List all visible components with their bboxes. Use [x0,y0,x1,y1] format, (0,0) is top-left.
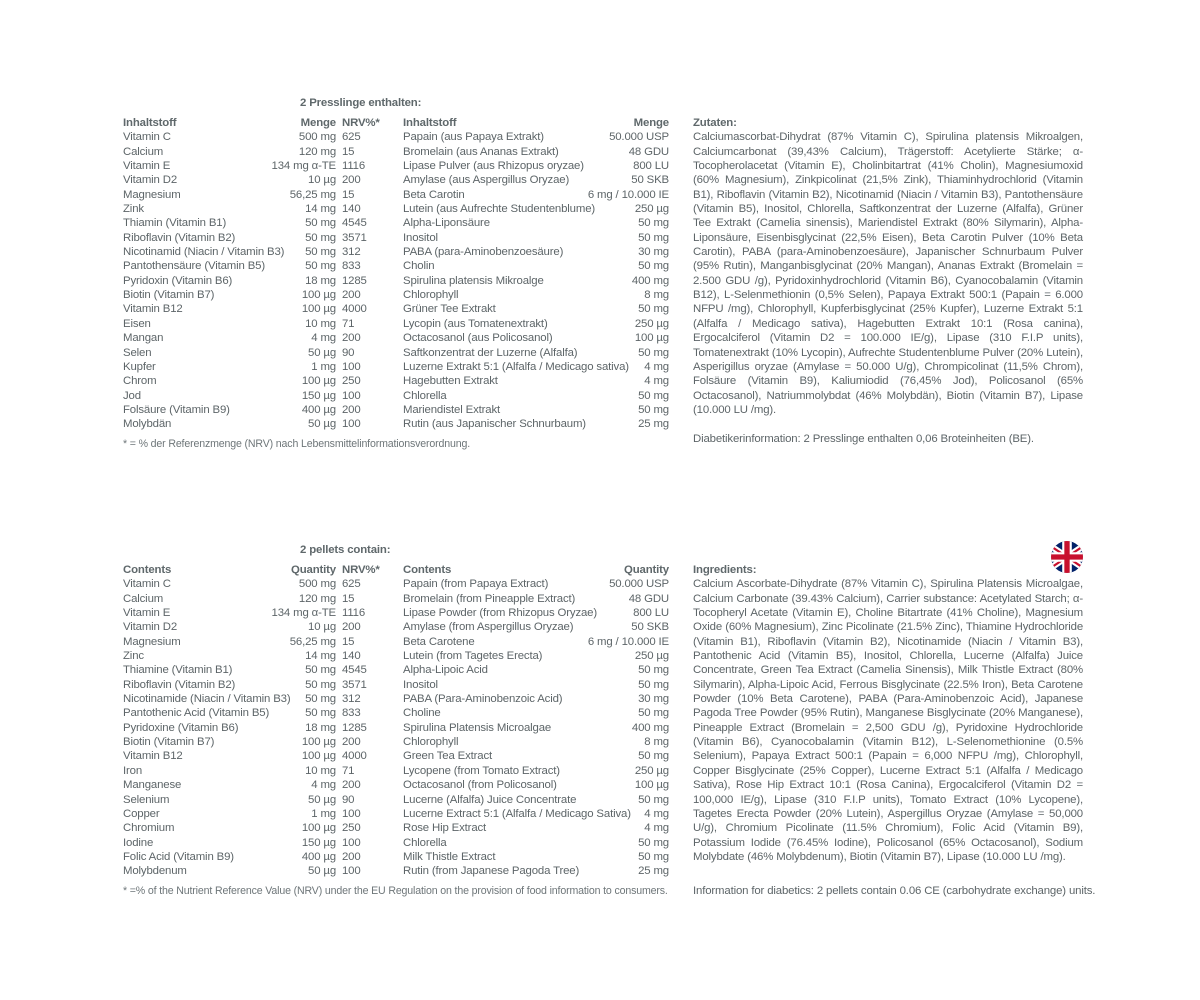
nutrient-quantity: 10 mg [305,764,336,777]
table-row [123,288,669,302]
nutrient-nrv: 625 [342,131,361,144]
additive-quantity: 50 mg [638,850,669,863]
column-header-quantity-2: Quantity [624,564,669,576]
nutrient-quantity: 500 mg [298,578,336,591]
nutrient-name: Nicotinamid (Niacin / Vitamin B3) [123,246,285,259]
nutrient-nrv: 90 [342,346,355,359]
nutrient-nrv: 833 [342,260,361,273]
nutrient-quantity: 50 mg [305,217,336,230]
nutrient-name: Pantothensäure (Vitamin B5) [123,260,266,273]
nutrient-quantity: 50 µg [308,865,336,878]
table-row [123,807,669,821]
table-row [123,749,669,763]
additive-quantity: 30 mg [638,246,669,259]
nutrient-name: Riboflavin (Vitamin B2) [123,231,236,244]
nutrient-name: Biotin (Vitamin B7) [123,736,215,749]
nutrient-nrv: 200 [342,779,361,792]
nutrient-quantity: 100 µg [301,822,336,835]
table-row [123,302,669,316]
nutrient-nrv: 3571 [342,678,367,691]
additive-name: Octacosanol (aus Policosanol) [403,332,553,345]
table-row [123,231,669,245]
additive-quantity: 50 mg [638,836,669,849]
additive-quantity: 50 mg [638,664,669,677]
table-row [123,706,669,720]
section-heading: 2 pellets contain: [300,544,391,556]
table-row [123,649,669,663]
additive-name: Chlorella [403,836,447,849]
additive-name: Alpha-Liponsäure [403,217,490,230]
nutrient-nrv: 200 [342,403,361,416]
nutrient-name: Chromium [123,822,175,835]
table-row [123,374,669,388]
table-row [123,635,669,649]
additive-quantity: 50 mg [638,260,669,273]
additive-quantity: 50.000 USP [609,578,669,591]
additive-quantity: 30 mg [638,693,669,706]
nutrient-nrv: 15 [342,635,355,648]
nutrient-name: Magnesium [123,635,181,648]
nutrient-quantity: 100 µg [301,289,336,302]
table-row [123,331,669,345]
nutrient-quantity: 1 mg [311,360,336,373]
additive-quantity: 400 mg [631,721,669,734]
table-row [123,692,669,706]
nutrient-name: Kupfer [123,360,156,373]
additive-quantity: 25 mg [638,865,669,878]
additive-quantity: 6 mg / 10.000 IE [587,188,669,201]
nutrient-nrv: 200 [342,850,361,863]
table-row [123,173,669,187]
additive-name: Lipase Powder (from Rhizopus Oryzae) [403,607,598,620]
additive-name: Choline [403,707,441,720]
nutrient-quantity: 4 mg [311,779,336,792]
ingredients-block [693,563,1083,864]
additive-name: Inositol [403,678,438,691]
table-row [123,592,669,606]
table-row [123,360,669,374]
nutrient-nrv: 200 [342,736,361,749]
nutrient-name: Calcium [123,592,164,605]
nutrient-quantity: 10 µg [308,174,336,187]
ingredients-block [693,116,1083,417]
nutrient-quantity: 1 mg [311,807,336,820]
nutrient-quantity: 50 mg [305,664,336,677]
nutrient-quantity: 50 mg [305,260,336,273]
column-header-name: Inhaltstoff [123,117,177,129]
nutrient-name: Manganese [123,779,182,792]
nutrient-name: Vitamin B12 [123,750,183,763]
nutrient-quantity: 10 µg [308,621,336,634]
nutrient-name: Copper [123,807,160,820]
additive-name: PABA (Para-Aminobenzoic Acid) [403,693,563,706]
table-row [123,864,669,878]
additive-name: Rose Hip Extract [403,822,487,835]
nutrient-name: Vitamin E [123,160,171,173]
additive-name: Bromelain (aus Ananas Extrakt) [403,145,559,158]
nutrient-quantity: 100 µg [301,303,336,316]
nutrient-quantity: 18 mg [305,721,336,734]
additive-name: Beta Carotene [403,635,475,648]
table-row [123,577,669,591]
nutrient-name: Pantothenic Acid (Vitamin B5) [123,707,270,720]
nutrient-nrv: 4000 [342,303,367,316]
nutrient-nrv: 4545 [342,217,367,230]
nutrient-nrv: 312 [342,693,361,706]
additive-name: Amylase (from Aspergillus Oryzae) [403,621,574,634]
additive-quantity: 4 mg [644,807,669,820]
nutrient-name: Riboflavin (Vitamin B2) [123,678,236,691]
additive-name: Saftkonzentrat der Luzerne (Alfalfa) [403,346,578,359]
nutrient-nrv: 4000 [342,750,367,763]
nutrient-name: Folic Acid (Vitamin B9) [123,850,234,863]
nutrient-name: Thiamine (Vitamin B1) [123,664,233,677]
nutrient-name: Eisen [123,317,151,330]
nutrient-name: Selenium [123,793,170,806]
nutrient-nrv: 140 [342,650,361,663]
additive-name: Inositol [403,231,438,244]
nutrient-nrv: 1285 [342,721,367,734]
table-row [123,721,669,735]
nutrient-name: Zinc [123,650,144,663]
table-row [123,678,669,692]
nutrient-nrv: 250 [342,822,361,835]
nutrient-quantity: 50 µg [308,793,336,806]
table-row [123,793,669,807]
nutrient-name: Nicotinamide (Niacin / Vitamin B3) [123,693,291,706]
nutrient-name: Iron [123,764,143,777]
additive-name: Spirulina Platensis Microalgae [403,721,552,734]
nutrient-nrv: 200 [342,332,361,345]
nutrient-name: Biotin (Vitamin B7) [123,289,215,302]
nutrient-nrv: 1116 [342,607,366,620]
nutrient-name: Calcium [123,145,164,158]
nutrient-quantity: 50 mg [305,707,336,720]
additive-name: Lutein (from Tagetes Erecta) [403,650,543,663]
nutrient-quantity: 500 mg [298,131,336,144]
table-header [123,116,669,130]
column-header-nrv: NRV%* [342,117,380,129]
table-row [123,245,669,259]
table-row [123,764,669,778]
nutrient-name: Vitamin E [123,607,171,620]
nutrient-nrv: 71 [342,317,355,330]
additive-name: Lutein (aus Aufrechte Studentenblume) [403,203,596,216]
additive-name: Cholin [403,260,435,273]
additive-quantity: 400 mg [631,274,669,287]
additive-name: Chlorophyll [403,736,459,749]
nutrient-quantity: 4 mg [311,332,336,345]
additive-quantity: 4 mg [644,375,669,388]
additive-quantity: 250 µg [634,650,669,663]
nutrient-nrv: 200 [342,621,361,634]
additive-quantity: 250 µg [634,317,669,330]
footnote: * =% of the Nutrient Reference Value (NRV) under the EU Regulation on the provision of food information to consumers. [123,885,668,897]
additive-name: Lipase Pulver (aus Rhizopus oryzae) [403,160,584,173]
nutrient-nrv: 100 [342,836,361,849]
nutrient-name: Vitamin C [123,578,171,591]
additive-quantity: 8 mg [644,736,669,749]
table-row [123,417,669,431]
table-row [123,130,669,144]
additive-quantity: 50.000 USP [609,131,669,144]
additive-quantity: 48 GDU [628,145,669,158]
table-row [123,216,669,230]
nutrient-nrv: 90 [342,793,355,806]
additive-name: Chlorophyll [403,289,459,302]
additive-quantity: 800 LU [633,607,669,620]
table-row [123,606,669,620]
nutrient-quantity: 134 mg α-TE [271,607,336,620]
nutrition-table [123,116,669,432]
additive-quantity: 50 mg [638,678,669,691]
additive-quantity: 800 LU [633,160,669,173]
nutrient-name: Folsäure (Vitamin B9) [123,403,230,416]
nutrient-quantity: 14 mg [305,203,336,216]
nutrient-name: Mangan [123,332,164,345]
nutrient-quantity: 10 mg [305,317,336,330]
additive-name: Mariendistel Extrakt [403,403,501,416]
table-row [123,663,669,677]
nutrient-name: Molybdän [123,418,172,431]
section-heading: 2 Presslinge enthalten: [300,97,422,109]
nutrient-quantity: 14 mg [305,650,336,663]
nutrient-quantity: 100 µg [301,750,336,763]
nutrient-nrv: 140 [342,203,361,216]
nutrient-quantity: 56,25 mg [289,188,336,201]
additive-quantity: 50 mg [638,389,669,402]
nutrient-nrv: 250 [342,375,361,388]
additive-name: Green Tea Extract [403,750,493,763]
nutrient-nrv: 1285 [342,274,367,287]
nutrient-nrv: 15 [342,145,355,158]
table-header [123,563,669,577]
table-row [123,778,669,792]
column-header-nrv: NRV%* [342,564,380,576]
nutrient-name: Vitamin B12 [123,303,183,316]
nutrient-nrv: 4545 [342,664,367,677]
nutrient-name: Zink [123,203,144,216]
additive-name: Beta Carotin [403,188,465,201]
nutrient-name: Thiamin (Vitamin B1) [123,217,227,230]
additive-name: Spirulina platensis Mikroalge [403,274,544,287]
nutrient-name: Vitamin C [123,131,171,144]
nutrient-nrv: 625 [342,578,361,591]
additive-quantity: 8 mg [644,289,669,302]
table-row [123,159,669,173]
additive-name: Papain (aus Papaya Extrakt) [403,131,544,144]
additive-name: Lucerne Extract 5:1 (Alfalfa / Medicago Sativa) [403,807,631,820]
nutrient-nrv: 100 [342,807,361,820]
additive-name: Lucerne (Alfalfa) Juice Concentrate [403,793,577,806]
table-row [123,620,669,634]
additive-quantity: 50 mg [638,231,669,244]
nutrient-name: Pyridoxine (Vitamin B6) [123,721,239,734]
additive-quantity: 6 mg / 10.000 IE [587,635,669,648]
additive-name: Chlorella [403,389,447,402]
nutrient-nrv: 1116 [342,160,366,173]
additive-name: Alpha-Lipoic Acid [403,664,488,677]
nutrient-quantity: 50 mg [305,693,336,706]
table-row [123,403,669,417]
diabetic-info: Information for diabetics: 2 pellets contain 0.06 CE (carbohydrate exchange) units. [693,885,1096,897]
nutrient-nrv: 71 [342,764,355,777]
nutrient-name: Chrom [123,375,157,388]
additive-quantity: 50 mg [638,403,669,416]
nutrient-quantity: 120 mg [298,592,336,605]
additive-name: Octacosanol (from Policosanol) [403,779,557,792]
nutrient-name: Vitamin D2 [123,621,178,634]
footnote: * = % der Referenzmenge (NRV) nach Lebensmittelinformationsverordnung. [123,438,471,450]
nutrient-name: Vitamin D2 [123,174,178,187]
nutrient-nrv: 100 [342,360,361,373]
nutrient-name: Jod [123,389,141,402]
additive-quantity: 100 µg [634,779,669,792]
nutrient-name: Iodine [123,836,154,849]
ingredients-text: Calciumascorbat-Dihydrat (87% Vitamin C), Spirulina platensis Mikroalgen, Calciumcarbonat (39,43% Calcium), Trägerstoff: Acetylierte Stärke; α-Tocopherolacetat (Vitamin E), Cholinbitartrat (41% Cholin), Magnesiumoxid (60% Magnesium), Zinkpicolinat (21,5% Zink), Thiaminhydrochlorid (Vitamin B1), Riboflavin (Vitamin B2), Nicotinamid (Niacin / Vitamin B3), Pantothensäure (Vitamin B5), Inositol, Chlorella, Saftkonzentrat der Luzerne (Alfalfa), Grüner Tee Extrakt (Camelia sinensis), Mariendistel Extrakt (80% Silymarin), Alpha-Liponsäure, Eisenbisglycinat (22,5% Eisen), Beta Carotin Pulver (10% Beta Carotin), PABA (para-Aminobenzoesäure), Japanischer Schnurbaum Pulver (95% Rutin), Manganbisglycinat (20% Mangan), Ananas Extrakt (Bromelain = 2.500 GDU /g), Pyridoxinhydrochlorid (Vitamin B6), Cyanocobalamin (Vitamin B12), L-Selenmethionin (0,5% Selen), Papaya Extrakt 500:1 (Papain = 6.000 NFPU /mg), Chlorophyll, Kupferbisglycinat (25% Kupfer), Luzerne Extrakt 5:1 (Alfalfa / Medicago sativa), Hagebutten Extrakt 10:1 (Rosa canina), Ergocalciferol (Vitamin D2 = 100.000 IE/g), Lipase (310 F.I.P units), Tomatenextrakt (10% Lycopin), Aufrechte Studentenblume Pulver (20% Lutein), Asperigillus oryzae (Amylase = 50.000 U/g), Chrompicolinat (11,5% Chrom), Folsäure (Vitamin B9), Kaliumiodid (76,45% Jod), Policosanol (65% Octacosanol), Natriummolybdat (46% Molybdän), Biotin (Vitamin B7), Lipase (10.000 LU /mg). [693,131,1083,416]
column-header-name-2: Contents [403,564,452,576]
column-header-name-2: Inhaltstoff [403,117,457,129]
additive-quantity: 50 mg [638,303,669,316]
nutrient-name: Pyridoxin (Vitamin B6) [123,274,233,287]
ingredients-title: Zutaten: [693,117,737,129]
nutrient-quantity: 50 mg [305,246,336,259]
additive-name: Luzerne Extrakt 5:1 (Alfalfa / Medicago sativa) [403,360,629,373]
diabetic-info: Diabetikerinformation: 2 Presslinge enthalten 0,06 Broteinheiten (BE). [693,433,1034,445]
additive-name: Amylase (aus Aspergillus Oryzae) [403,174,570,187]
nutrient-name: Molybdenum [123,865,187,878]
nutrient-name: Selen [123,346,152,359]
table-row [123,836,669,850]
table-row [123,188,669,202]
nutrient-quantity: 150 µg [301,389,336,402]
nutrient-nrv: 200 [342,174,361,187]
additive-quantity: 4 mg [644,822,669,835]
nutrient-quantity: 50 mg [305,231,336,244]
additive-name: Lycopene (from Tomato Extract) [403,764,560,777]
nutrient-name: Magnesium [123,188,181,201]
additive-quantity: 100 µg [634,332,669,345]
nutrient-quantity: 400 µg [301,403,336,416]
additive-quantity: 50 mg [638,793,669,806]
nutrient-quantity: 100 µg [301,736,336,749]
nutrition-table [123,563,669,879]
additive-quantity: 50 SKB [631,174,669,187]
table-row [123,346,669,360]
ingredients-text: Calcium Ascorbate-Dihydrate (87% Vitamin C), Spirulina Platensis Microalgae, Calcium Carbonate (39.43% Calcium), Carrier substance: Acetylated Starch; α-Tocopheryl Acetate (Vitamin E), Choline Bitartrate (41% Choline), Magnesium Oxide (60% Magnesium), Zinc Picolinate (21.5% Zinc), Thiamine Hydrochloride (Vitamin B1), Riboflavin (Vitamin B2), Nicotinamide (Niacin / Vitamin B3), Pantothenic Acid (Vitamin B5), Inositol, Chlorella, Lucerne (Alfalfa) Juice Concentrate, Green Tea Extract (Camelia Sinensis), Milk Thistle Extract (80% Silymarin), Alpha-Lipoic Acid, Ferrous Bisglycinate (22.5% Iron), Beta Carotene Powder (10% Beta Carotene), PABA (Para-Aminobenzoic Acid), Japanese Pagoda Tree Powder (95% Rutin), Manganese Bisglycinate (20% Manganese), Pineapple Extract (Bromelain = 2,500 GDU /g), Pyridoxine Hydrochloride (Vitamin B6), Cyanocobalamin (Vitamin B12), L-Selenomethionine (0.5% Selenium), Papaya Extract 500:1 (Papain = 6,000 NFPU /mg), Chlorophyll, Copper Bisglycinate (25% Copper), Lucerne Extract 5:1 (Alfalfa / Medicago Sativa), Rose Hip Extract 10:1 (Rosa Canina), Ergocalciferol (Vitamin D2 = 100,000 IE/g), Lipase (310 F.I.P units), Tomato Extract (10% Lycopene), Tagetes Erecta Powder (20% Lutein), Aspergillus Oryzae (Amylase = 50,000 U/g), Chromium Picolinate (11.5% Chromium), Folic Acid (Vitamin B9), Potassium Iodide (76.45% Iodine), Policosanol (65% Octacosanol), Sodium Molybdate (46% Molybdenum), Biotin (Vitamin B7), Lipase (10.000 LU /mg). [693,578,1083,863]
column-header-quantity-2: Menge [633,117,669,129]
additive-name: Papain (from Papaya Extract) [403,578,549,591]
additive-quantity: 250 µg [634,203,669,216]
column-header-quantity: Menge [300,117,336,129]
nutrient-nrv: 100 [342,865,361,878]
table-row [123,202,669,216]
additive-quantity: 50 mg [638,707,669,720]
nutrient-quantity: 150 µg [301,836,336,849]
nutrient-nrv: 3571 [342,231,367,244]
nutrient-nrv: 100 [342,389,361,402]
nutrient-quantity: 50 mg [305,678,336,691]
nutrient-nrv: 15 [342,592,355,605]
additive-quantity: 48 GDU [628,592,669,605]
nutrient-nrv: 15 [342,188,355,201]
additive-quantity: 50 mg [638,346,669,359]
additive-name: Rutin (from Japanese Pagoda Tree) [403,865,580,878]
table-row [123,821,669,835]
additive-name: Rutin (aus Japanischer Schnurbaum) [403,418,586,431]
column-header-quantity: Quantity [291,564,336,576]
additive-name: Grüner Tee Extrakt [403,303,496,316]
nutrient-nrv: 833 [342,707,361,720]
nutrient-quantity: 56,25 mg [289,635,336,648]
table-row [123,274,669,288]
additive-name: PABA (para-Aminobenzoesäure) [403,246,564,259]
table-row [123,389,669,403]
additive-name: Bromelain (from Pineapple Extract) [403,592,576,605]
table-row [123,735,669,749]
additive-name: Lycopin (aus Tomatenextrakt) [403,317,548,330]
nutrient-quantity: 134 mg α-TE [271,160,336,173]
additive-name: Milk Thistle Extract [403,850,496,863]
additive-name: Hagebutten Extrakt [403,375,498,388]
table-row [123,145,669,159]
additive-quantity: 50 SKB [631,621,669,634]
additive-quantity: 50 mg [638,217,669,230]
nutrient-nrv: 100 [342,418,361,431]
additive-quantity: 250 µg [634,764,669,777]
nutrient-quantity: 400 µg [301,850,336,863]
additive-quantity: 25 mg [638,418,669,431]
column-header-name: Contents [123,564,172,576]
nutrient-quantity: 50 µg [308,346,336,359]
nutrient-quantity: 18 mg [305,274,336,287]
table-row [123,317,669,331]
nutrient-quantity: 100 µg [301,375,336,388]
nutrient-quantity: 50 µg [308,418,336,431]
nutrient-quantity: 120 mg [298,145,336,158]
uk-flag-icon [1051,541,1083,573]
additive-quantity: 50 mg [638,750,669,763]
nutrient-nrv: 200 [342,289,361,302]
table-row [123,850,669,864]
ingredients-title: Ingredients: [693,564,757,576]
additive-quantity: 4 mg [644,360,669,373]
table-row [123,259,669,273]
nutrient-nrv: 312 [342,246,361,259]
